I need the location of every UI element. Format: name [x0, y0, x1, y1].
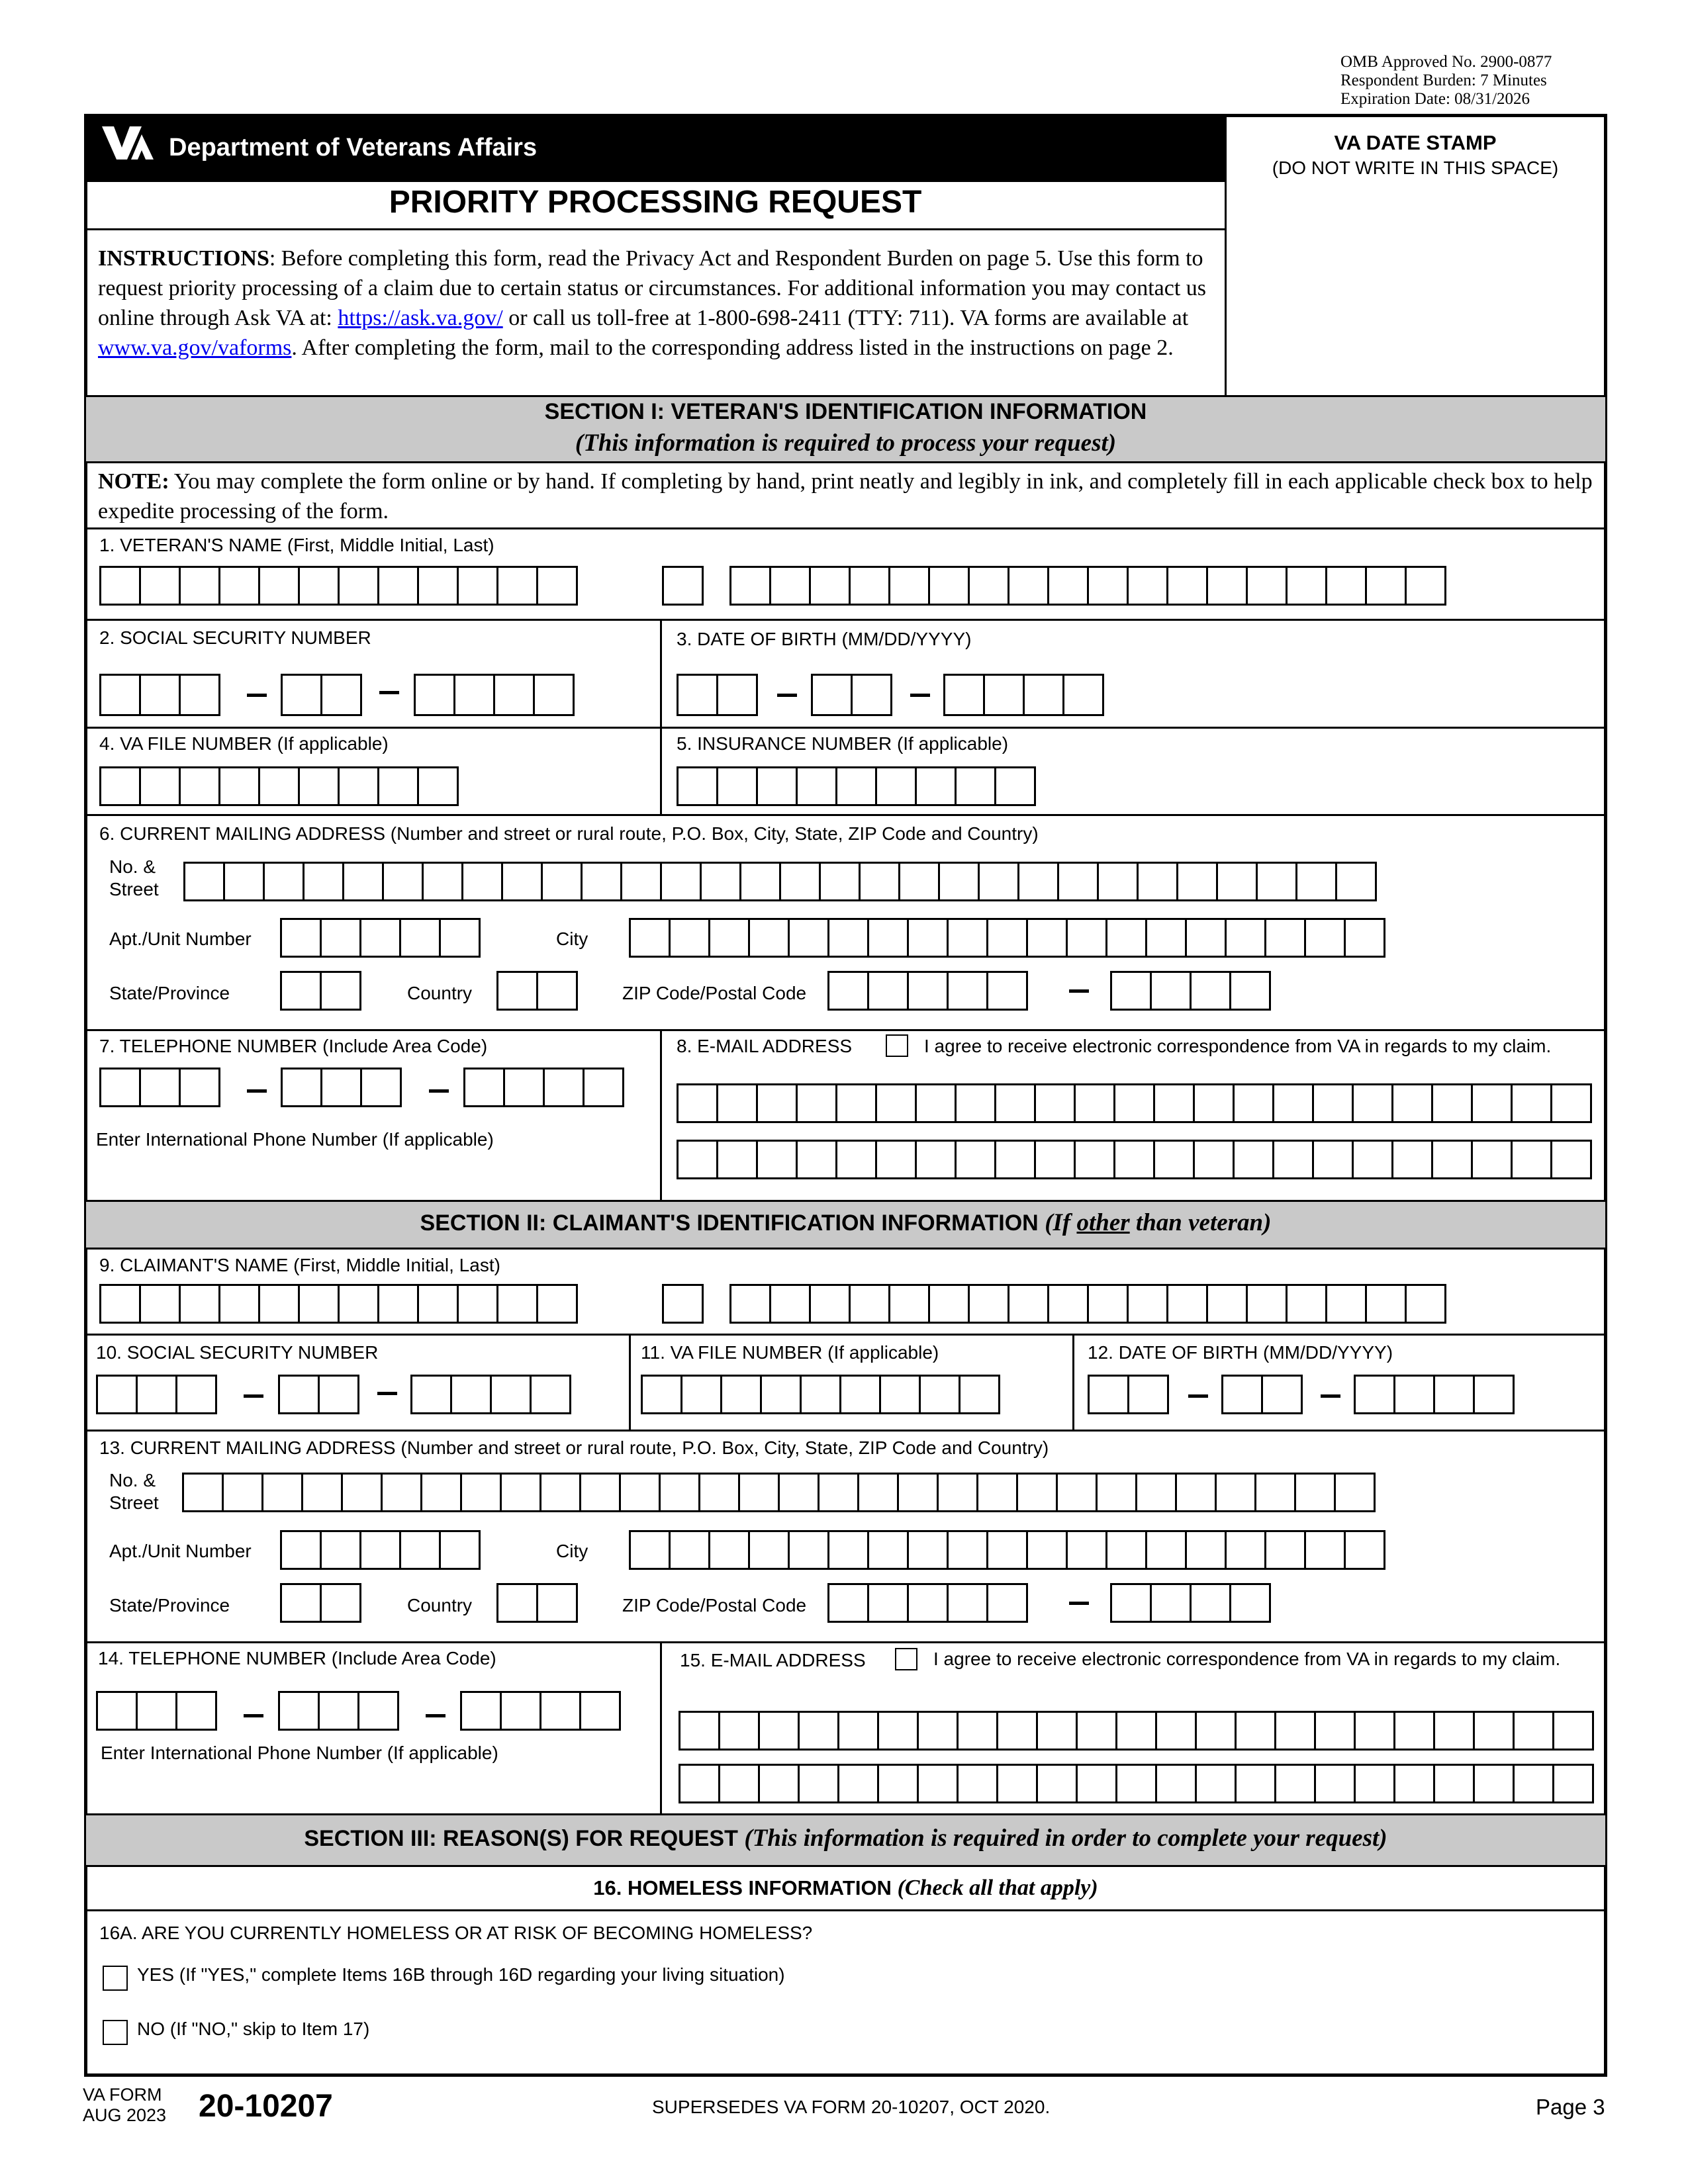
- dash: [1069, 989, 1089, 993]
- veteran-first-name-input[interactable]: [99, 566, 578, 606]
- email-line1-input[interactable]: [677, 1083, 1592, 1123]
- claimant-va-file-input[interactable]: [641, 1375, 1000, 1414]
- claimant-country-label: Country: [407, 1595, 473, 1615]
- dob-month-input[interactable]: [677, 674, 758, 716]
- insurance-number-label: 5. INSURANCE NUMBER (If applicable): [677, 733, 1009, 754]
- divider: [660, 1029, 662, 1200]
- dash: [244, 1394, 263, 1398]
- homeless-yes-label: YES (If "YES," complete Items 16B through 16D regarding your living situation): [137, 1964, 785, 1985]
- page-title: PRIORITY PROCESSING REQUEST: [389, 185, 922, 220]
- veteran-name-label: 1. VETERAN'S NAME (First, Middle Initial, Last): [99, 535, 494, 555]
- date-stamp-note: (DO NOT WRITE IN THIS SPACE): [1272, 158, 1559, 178]
- insurance-number-input[interactable]: [677, 766, 1036, 806]
- divider: [84, 228, 1227, 230]
- ssn-part3-input[interactable]: [414, 674, 575, 716]
- homeless-info-title: 16. HOMELESS INFORMATION (Check all that apply): [593, 1876, 1098, 1900]
- email-label: 8. E-MAIL ADDRESS: [677, 1036, 853, 1056]
- divider: [84, 1029, 1607, 1031]
- note-text: You may complete the form online or by hand. If completing by hand, print neatly and legibly in ink, and completely fill in each applicable check box to help expedite processing of the form.: [98, 469, 1593, 523]
- dash: [379, 691, 399, 694]
- footer-va-form-label: VA FORM: [83, 2085, 162, 2105]
- email-consent-label: I agree to receive electronic correspondence from VA in regards to my claim.: [924, 1036, 1552, 1056]
- claimant-street-label: No. & Street: [109, 1470, 159, 1513]
- claimant-ssn-part2-input[interactable]: [278, 1375, 359, 1414]
- claimant-email-line2-input[interactable]: [679, 1764, 1594, 1803]
- claimant-city-label: City: [556, 1541, 588, 1561]
- divider: [84, 1248, 1607, 1250]
- section-1-title: SECTION I: VETERAN'S IDENTIFICATION INFORMATION: [544, 399, 1147, 424]
- section-2-title: SECTION II: CLAIMANT'S IDENTIFICATION INFORMATION (If other than veteran): [420, 1209, 1272, 1236]
- dash: [1321, 1394, 1340, 1398]
- dash: [777, 694, 797, 697]
- claimant-state-label: State/Province: [109, 1595, 230, 1615]
- apt-input[interactable]: [280, 918, 481, 958]
- va-logo-icon: [99, 121, 156, 163]
- divider: [660, 1641, 662, 1813]
- footer-va-form: [83, 2085, 166, 2126]
- claimant-name-label: 9. CLAIMANT'S NAME (First, Middle Initial, Last): [99, 1255, 500, 1275]
- claimant-last-name-input[interactable]: [729, 1284, 1446, 1324]
- divider: [84, 1865, 1607, 1867]
- zip-part1-input[interactable]: [827, 971, 1028, 1011]
- country-input[interactable]: [496, 971, 578, 1011]
- phone-prefix-input[interactable]: [281, 1068, 402, 1107]
- q16a-label: 16A. ARE YOU CURRENTLY HOMELESS OR AT RISK OF BECOMING HOMELESS?: [99, 1923, 813, 1943]
- email-consent-checkbox[interactable]: [886, 1034, 908, 1057]
- claimant-email-consent-checkbox[interactable]: [895, 1648, 917, 1670]
- street-input[interactable]: [183, 862, 1377, 901]
- claimant-zip-part1-input[interactable]: [827, 1583, 1028, 1623]
- veteran-middle-initial-input[interactable]: [662, 566, 704, 606]
- divider: [84, 1430, 1607, 1432]
- divider: [1072, 1334, 1074, 1432]
- homeless-yes-checkbox[interactable]: [103, 1966, 128, 1991]
- dash: [247, 694, 267, 697]
- claimant-va-file-label: 11. VA FILE NUMBER (If applicable): [641, 1342, 939, 1363]
- footer-form-number: 20-10207: [199, 2089, 333, 2124]
- claimant-ssn-part1-input[interactable]: [96, 1375, 217, 1414]
- footer-page-number: Page 3: [1536, 2095, 1605, 2119]
- omb-approved: OMB Approved No. 2900-0877: [1340, 53, 1552, 71]
- divider: [660, 619, 662, 814]
- claimant-phone-line-input[interactable]: [460, 1691, 621, 1731]
- date-stamp-title: VA DATE STAMP: [1334, 131, 1497, 154]
- apt-label: Apt./Unit Number: [109, 929, 252, 949]
- homeless-no-checkbox[interactable]: [103, 2020, 128, 2045]
- claimant-intl-phone-label: Enter International Phone Number (If applicable): [101, 1743, 498, 1763]
- va-file-number-label: 4. VA FILE NUMBER (If applicable): [99, 733, 389, 754]
- instructions-text: : Before completing this form, read the Privacy Act and Respondent Burden on page 5. Use this form to request priority processing of a claim due to certain status or circumstances. For additional information you may contact us online through Ask VA at:: [98, 246, 1207, 330]
- divider: [84, 727, 1607, 729]
- omb-burden: Respondent Burden: 7 Minutes: [1340, 71, 1547, 89]
- claimant-email-label: 15. E-MAIL ADDRESS: [680, 1650, 866, 1670]
- dash: [426, 1714, 445, 1717]
- footer-form-date: AUG 2023: [83, 2105, 167, 2125]
- divider: [84, 814, 1607, 816]
- claimant-telephone-label: 14. TELEPHONE NUMBER (Include Area Code): [98, 1648, 496, 1668]
- dob-day-input[interactable]: [811, 674, 892, 716]
- section-1-subtitle: (This information is required to process your request): [575, 430, 1117, 457]
- note-label: NOTE:: [98, 469, 169, 494]
- claimant-email-line1-input[interactable]: [679, 1711, 1594, 1751]
- divider: [1225, 114, 1227, 395]
- email-line2-input[interactable]: [677, 1140, 1592, 1179]
- intl-phone-label: Enter International Phone Number (If applicable): [96, 1129, 494, 1150]
- claimant-email-consent-label: I agree to receive electronic correspondence from VA in regards to my claim.: [933, 1649, 1561, 1669]
- claimant-zip-part2-input[interactable]: [1110, 1583, 1271, 1623]
- dash: [1069, 1602, 1089, 1605]
- dash: [377, 1392, 397, 1395]
- ssn-label: 2. SOCIAL SECURITY NUMBER: [99, 627, 371, 648]
- claimant-phone-area-input[interactable]: [96, 1691, 217, 1731]
- veteran-last-name-input[interactable]: [729, 566, 1446, 606]
- country-label: Country: [407, 983, 473, 1003]
- claimant-dob-day-input[interactable]: [1221, 1375, 1303, 1414]
- dash: [244, 1714, 263, 1717]
- street-label: No. & Street: [109, 856, 159, 899]
- claimant-dob-year-input[interactable]: [1354, 1375, 1515, 1414]
- dash: [910, 694, 930, 697]
- state-label: State/Province: [109, 983, 230, 1003]
- telephone-label: 7. TELEPHONE NUMBER (Include Area Code): [99, 1036, 488, 1056]
- claimant-apt-input[interactable]: [280, 1530, 481, 1570]
- city-label: City: [556, 929, 588, 949]
- section-3-title: SECTION III: REASON(S) FOR REQUEST (This information is required in order to complete your request): [304, 1825, 1387, 1852]
- claimant-zip-label: ZIP Code/Postal Code: [622, 1595, 807, 1615]
- instructions-text: or call us toll-free at 1-800-698-2411 (TTY: 711). VA forms are available at: [502, 306, 1189, 330]
- claimant-apt-label: Apt./Unit Number: [109, 1541, 252, 1561]
- ask-va-link[interactable]: https://ask.va.gov/: [338, 306, 503, 330]
- phone-line-input[interactable]: [463, 1068, 624, 1107]
- ssn-part1-input[interactable]: [99, 674, 220, 716]
- city-input[interactable]: [629, 918, 1385, 958]
- dob-year-input[interactable]: [943, 674, 1104, 716]
- mailing-address-label: 6. CURRENT MAILING ADDRESS (Number and street or rural route, P.O. Box, City, State, ZIP Code and Country): [99, 823, 1039, 844]
- divider: [84, 1334, 1607, 1336]
- phone-area-input[interactable]: [99, 1068, 220, 1107]
- omb-expiration: Expiration Date: 08/31/2026: [1340, 90, 1530, 108]
- ssn-part2-input[interactable]: [281, 674, 362, 716]
- claimant-address-label: 13. CURRENT MAILING ADDRESS (Number and street or rural route, P.O. Box, City, State, ZIP Code and Country): [99, 1437, 1049, 1458]
- state-input[interactable]: [280, 971, 361, 1011]
- divider: [84, 619, 1607, 621]
- zip-part2-input[interactable]: [1110, 971, 1271, 1011]
- divider: [84, 180, 1227, 182]
- claimant-ssn-part3-input[interactable]: [410, 1375, 571, 1414]
- claimant-dob-label: 12. DATE OF BIRTH (MM/DD/YYYY): [1088, 1342, 1393, 1363]
- claimant-country-input[interactable]: [496, 1583, 578, 1623]
- dash: [429, 1089, 449, 1093]
- zip-label: ZIP Code/Postal Code: [622, 983, 807, 1003]
- footer-supersedes: SUPERSEDES VA FORM 20-10207, OCT 2020.: [652, 2097, 1051, 2117]
- claimant-dob-month-input[interactable]: [1088, 1375, 1169, 1414]
- va-forms-link[interactable]: www.va.gov/vaforms: [98, 336, 292, 360]
- va-file-number-input[interactable]: [99, 766, 459, 806]
- agency-name: Department of Veterans Affairs: [169, 134, 538, 161]
- instructions: [98, 244, 1217, 363]
- claimant-city-input[interactable]: [629, 1530, 1385, 1570]
- dash: [247, 1089, 267, 1093]
- instructions-label: INSTRUCTIONS: [98, 246, 269, 271]
- instructions-text: . After completing the form, mail to the corresponding address listed in the instructions on page 2.: [291, 336, 1174, 360]
- divider: [84, 461, 1607, 463]
- note: [98, 467, 1594, 526]
- divider: [629, 1334, 631, 1432]
- dob-label: 3. DATE OF BIRTH (MM/DD/YYYY): [677, 629, 972, 649]
- claimant-street-input[interactable]: [182, 1473, 1376, 1512]
- divider: [84, 1641, 1607, 1643]
- claimant-ssn-label: 10. SOCIAL SECURITY NUMBER: [96, 1342, 379, 1363]
- omb-block: [1340, 53, 1552, 109]
- claimant-first-name-input[interactable]: [99, 1284, 578, 1324]
- dash: [1188, 1394, 1208, 1398]
- divider: [84, 527, 1607, 529]
- claimant-state-input[interactable]: [280, 1583, 361, 1623]
- claimant-phone-prefix-input[interactable]: [278, 1691, 399, 1731]
- divider: [84, 1909, 1607, 1911]
- claimant-middle-initial-input[interactable]: [662, 1284, 704, 1324]
- homeless-no-label: NO (If "NO," skip to Item 17): [137, 2019, 370, 2039]
